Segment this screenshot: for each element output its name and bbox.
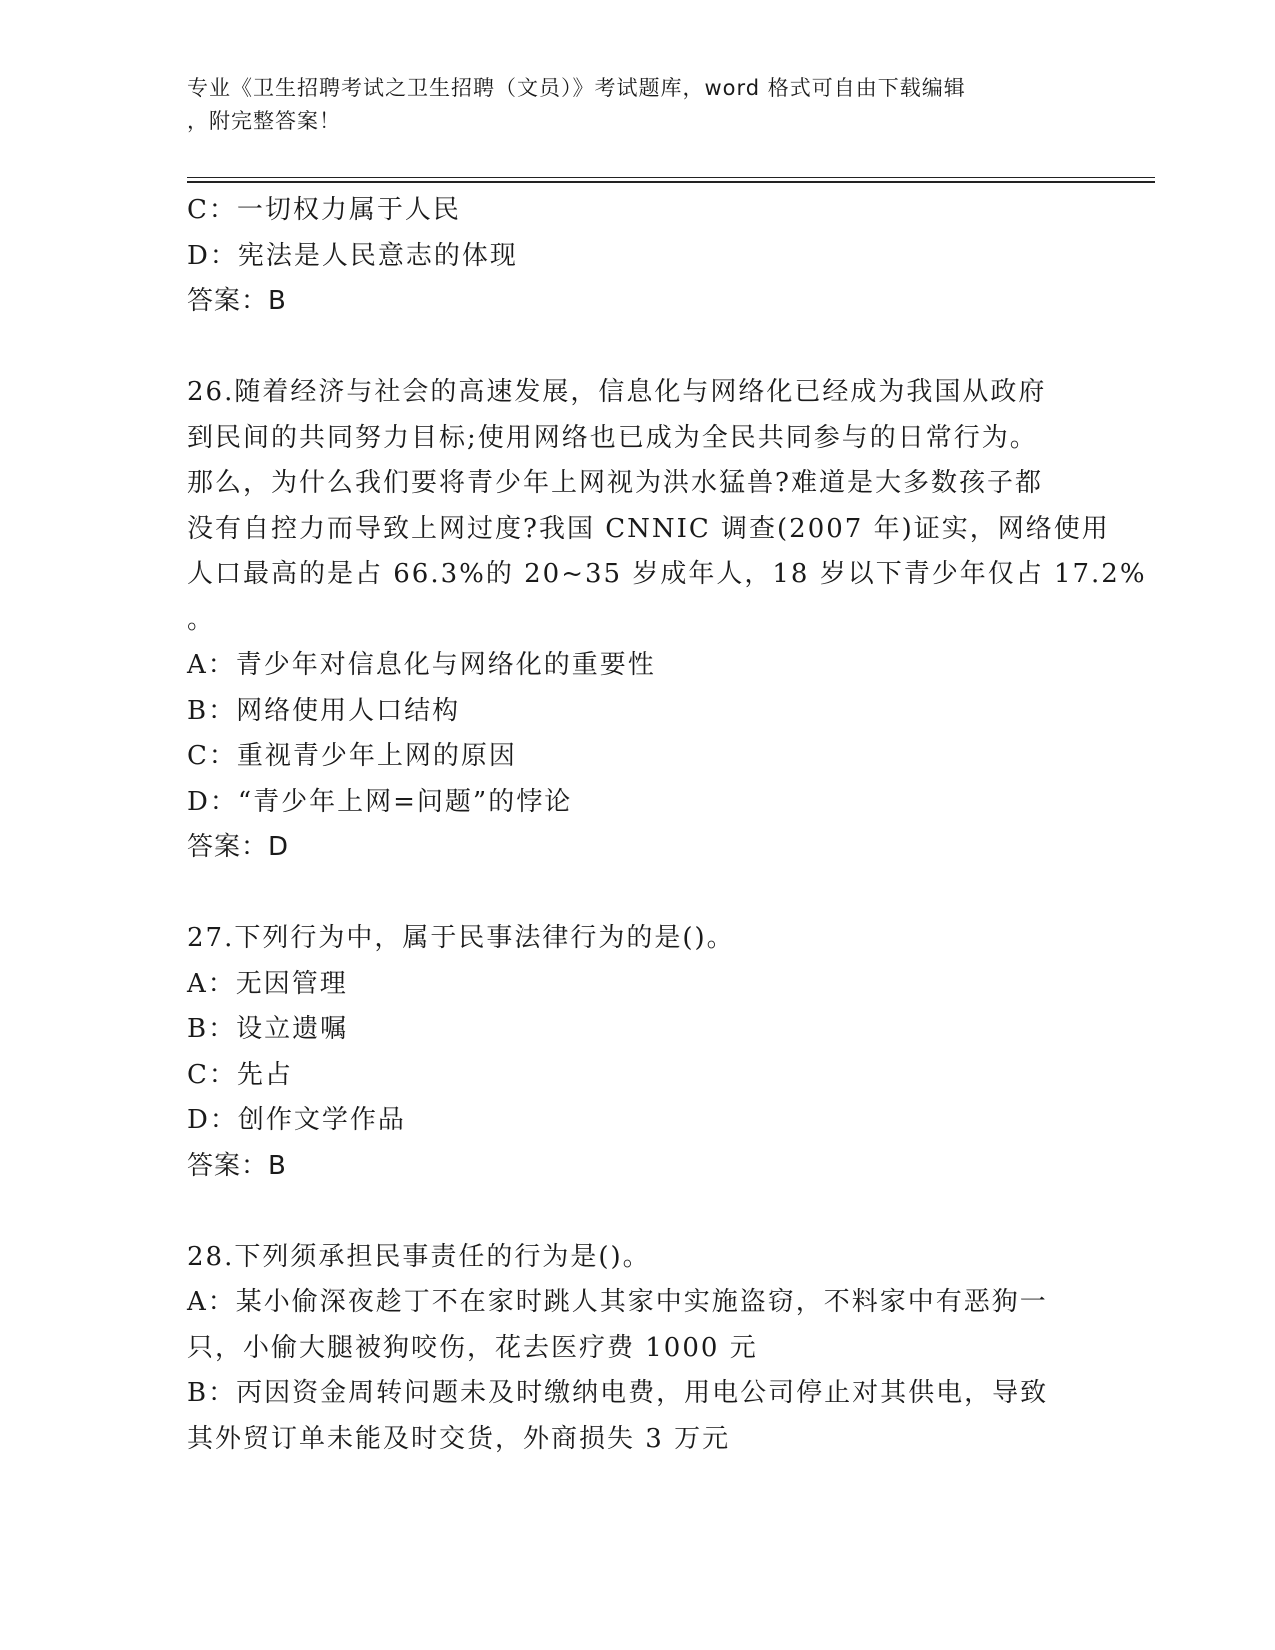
q27-stem: 27.下列行为中，属于民事法律行为的是()。 <box>187 923 735 953</box>
q28-stem: 28.下列须承担民事责任的行为是()。 <box>187 1241 651 1272</box>
spacer <box>187 325 1087 371</box>
header-divider-thin <box>187 177 1155 178</box>
q26-stem-line-2: 到民间的共同努力目标;使用网络也已成为全民共同参与的日常行为。 <box>187 422 1038 453</box>
q26-option-c: C：重视青少年上网的原因 <box>187 741 517 771</box>
q25-answer: 答案：B <box>187 286 287 316</box>
q26-stem-line-6: 。 <box>187 604 216 635</box>
header-divider-thick <box>187 181 1155 183</box>
q26-stem-line-4: 没有自控力而导致上网过度?我国 CNNIC 调查(2007 年)证实，网络使用 <box>187 513 1110 544</box>
q27-option-c: C：先占 <box>187 1059 293 1090</box>
q28-option-b-line-2: 其外贸订单未能及时交货，外商损失 3 万元 <box>187 1423 731 1454</box>
q28-option-b-line-1: B：丙因资金周转问题未及时缴纳电费，用电公司停止对其供电，导致 <box>187 1378 1049 1408</box>
q26-option-b: B：网络使用人口结构 <box>187 695 461 726</box>
q26-stem-line-3: 那么，为什么我们要将青少年上网视为洪水猛兽?难道是大多数孩子都 <box>187 468 1043 498</box>
q27-option-a: A：无因管理 <box>187 968 348 999</box>
q26-option-d: D：“青少年上网=问题”的悖论 <box>187 786 573 817</box>
header-line-2: ，附完整答案！ <box>187 109 341 133</box>
q27-option-b: B：设立遗嘱 <box>187 1014 349 1044</box>
q25-option-d: D：宪法是人民意志的体现 <box>187 240 518 271</box>
spacer <box>187 871 1087 917</box>
q26-option-a: A：青少年对信息化与网络化的重要性 <box>187 650 656 680</box>
q26-stem-line-1: 26.随着经济与社会的高速发展，信息化与网络化已经成为我国从政府 <box>187 377 1047 407</box>
header-line-1: 专业《卫生招聘考试之卫生招聘（文员）》考试题库，word 格式可自由下载编辑 <box>187 76 966 100</box>
question-content <box>187 188 1147 1462</box>
q25-option-c: C：一切权力属于人民 <box>187 195 461 225</box>
spacer <box>187 1189 1087 1235</box>
document-header <box>187 72 1087 138</box>
q28-option-a-line-2: 只，小偷大腿被狗咬伤，花去医疗费 1000 元 <box>187 1332 758 1363</box>
q27-option-d: D：创作文学作品 <box>187 1105 406 1135</box>
q26-stem-line-5: 人口最高的是占 66.3%的 20~35 岁成年人，18 岁以下青少年仅占 17.2% <box>187 559 1147 589</box>
q27-answer: 答案：B <box>187 1150 287 1181</box>
q26-answer: 答案：D <box>187 832 290 862</box>
q28-option-a-line-1: A：某小偷深夜趁丁不在家时跳人其家中实施盗窃，不料家中有恶狗一 <box>187 1287 1048 1317</box>
